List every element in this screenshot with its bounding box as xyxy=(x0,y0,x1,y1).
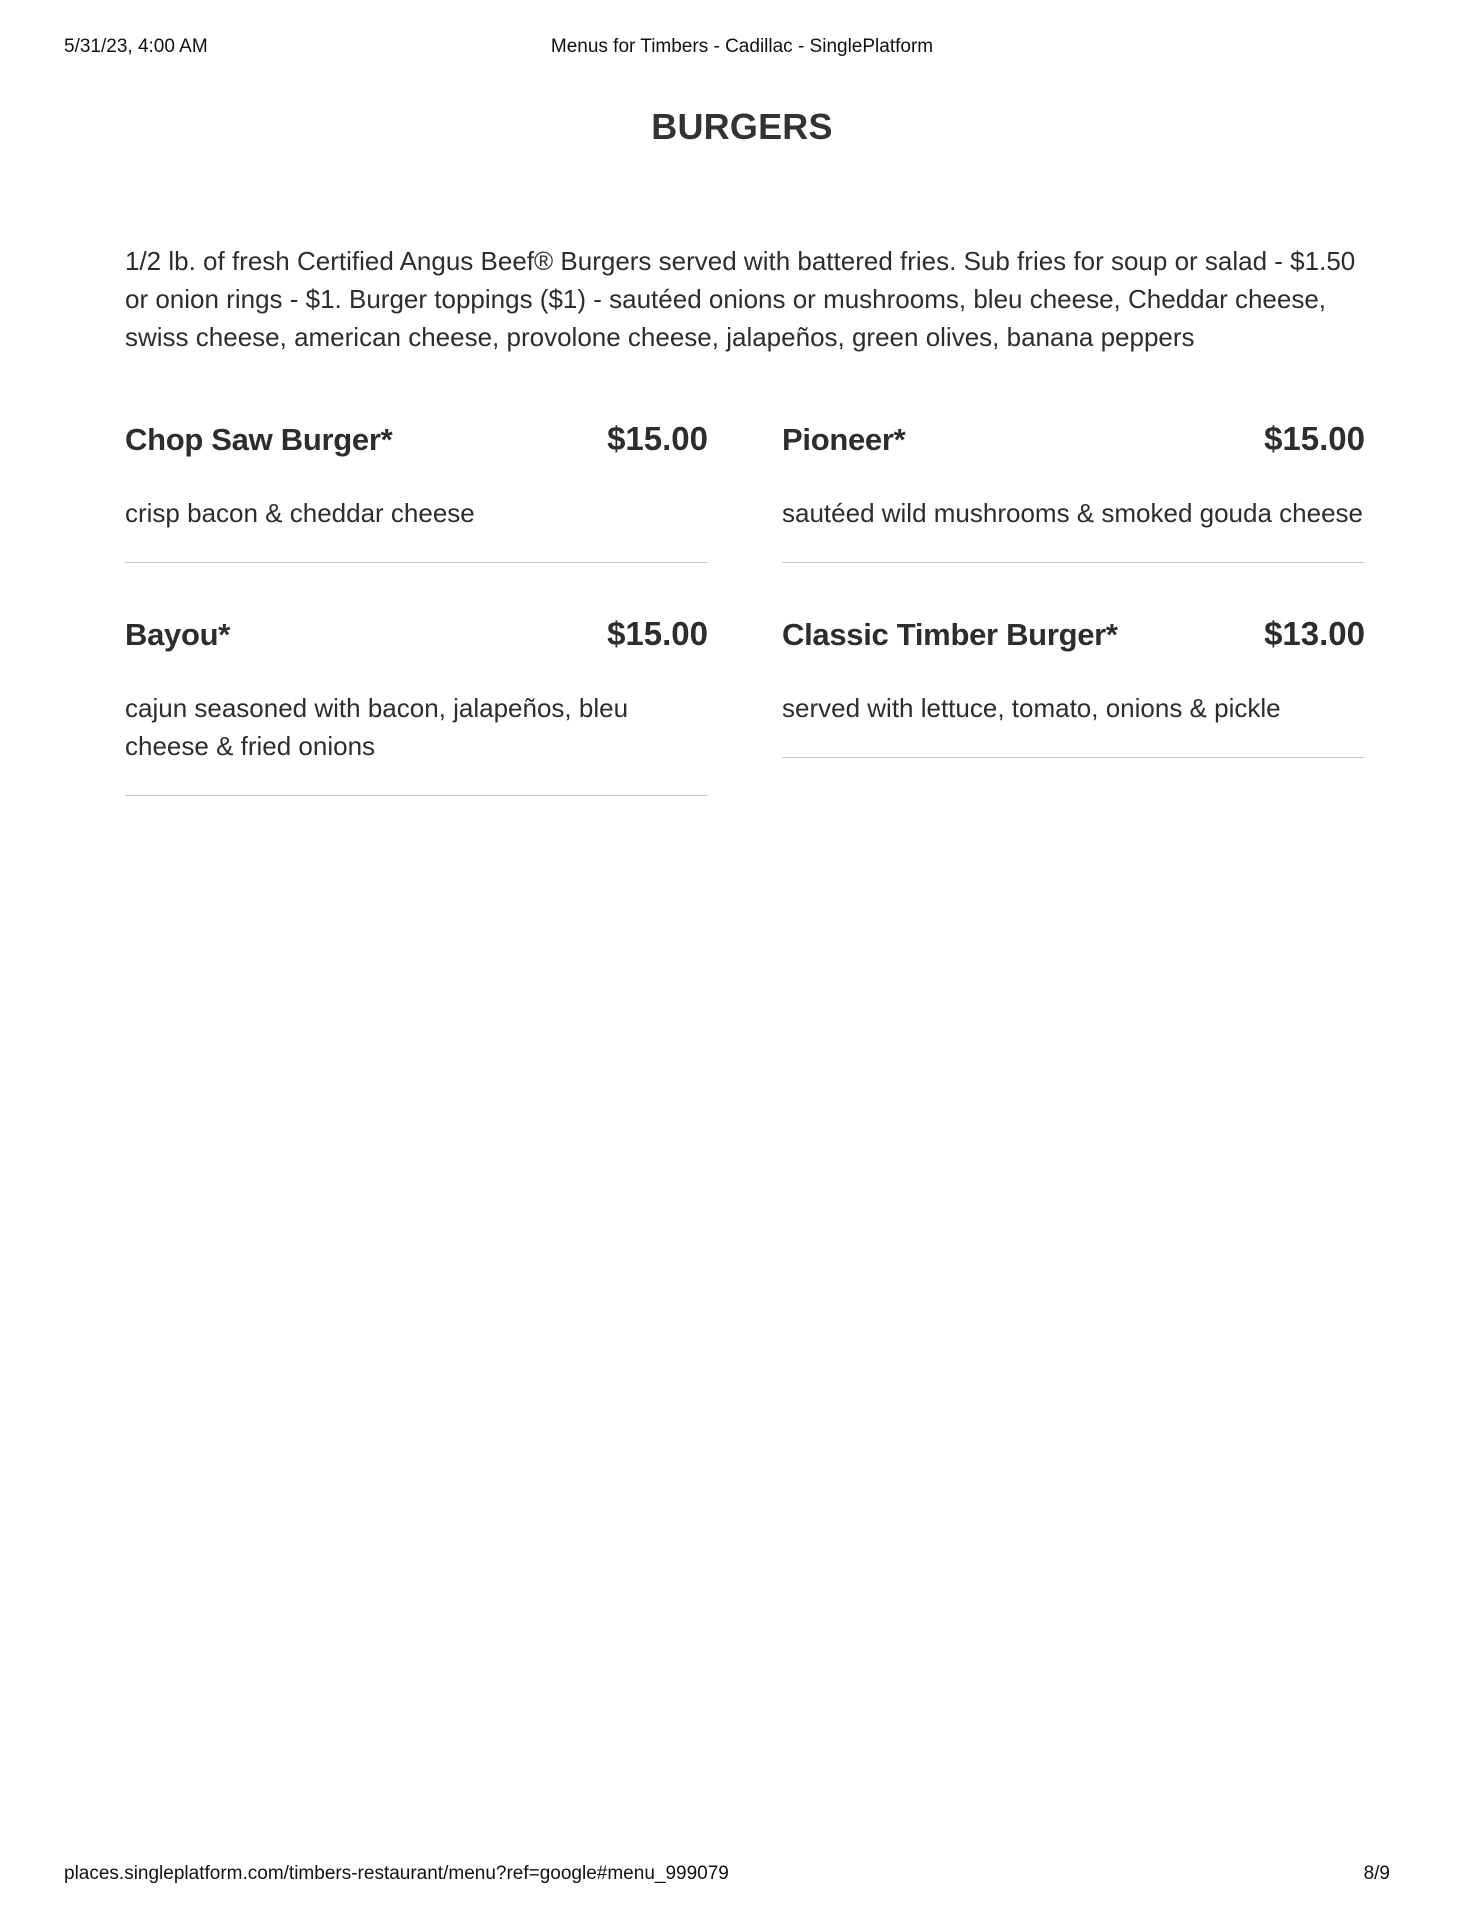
section-title: BURGERS xyxy=(651,106,833,147)
menu-item xyxy=(125,420,708,563)
menu-item-name: Classic Timber Burger* xyxy=(782,617,1118,652)
print-page-title: Menus for Timbers - Cadillac - SinglePlatform xyxy=(550,36,934,57)
menu-item-description: sautéed wild mushrooms & smoked gouda cheese xyxy=(782,498,1363,528)
print-url: places.singleplatform.com/timbers-restaurant/menu?ref=google#menu_999079 xyxy=(64,1863,729,1884)
print-date: 5/31/23, 4:00 AM xyxy=(64,36,208,57)
menu-item xyxy=(125,615,708,796)
menu-column-right xyxy=(782,420,1365,848)
print-footer xyxy=(64,1863,1420,1887)
menu-item-name: Pioneer* xyxy=(782,422,906,457)
menu-item-price: $15.00 xyxy=(607,420,708,457)
menu-item-header xyxy=(125,420,708,468)
menu-item-price: $15.00 xyxy=(1264,420,1365,457)
section-description: 1/2 lb. of fresh Certified Angus Beef® Burgers served with battered fries. Sub fries for soup or salad - $1.50 or onion rings - $1. Burger toppings ($1) - sautéed onions or mushrooms, bleu cheese, Cheddar cheese, swiss cheese, american cheese, provolone cheese, jalapeños, green olives, banana peppers xyxy=(125,246,1356,352)
menu-item-description: served with lettuce, tomato, onions & pickle xyxy=(782,693,1281,723)
menu-item-price: $15.00 xyxy=(607,615,708,652)
menu-item-name: Chop Saw Burger* xyxy=(125,422,393,457)
menu-item-name: Bayou* xyxy=(125,617,231,652)
menu-item-description: cajun seasoned with bacon, jalapeños, bleu cheese & fried onions xyxy=(125,693,629,761)
print-header xyxy=(64,36,1420,60)
page-number: 8/9 xyxy=(1363,1863,1390,1884)
menu-item xyxy=(782,615,1365,758)
menu-item-description: crisp bacon & cheddar cheese xyxy=(125,498,475,528)
menu-item-header xyxy=(782,615,1365,663)
menu-item-header xyxy=(125,615,708,663)
menu-column-left xyxy=(125,420,708,848)
menu-item xyxy=(782,420,1365,563)
menu-item-header xyxy=(782,420,1365,468)
menu-items-grid xyxy=(125,420,1365,848)
menu-item-price: $13.00 xyxy=(1264,615,1365,652)
